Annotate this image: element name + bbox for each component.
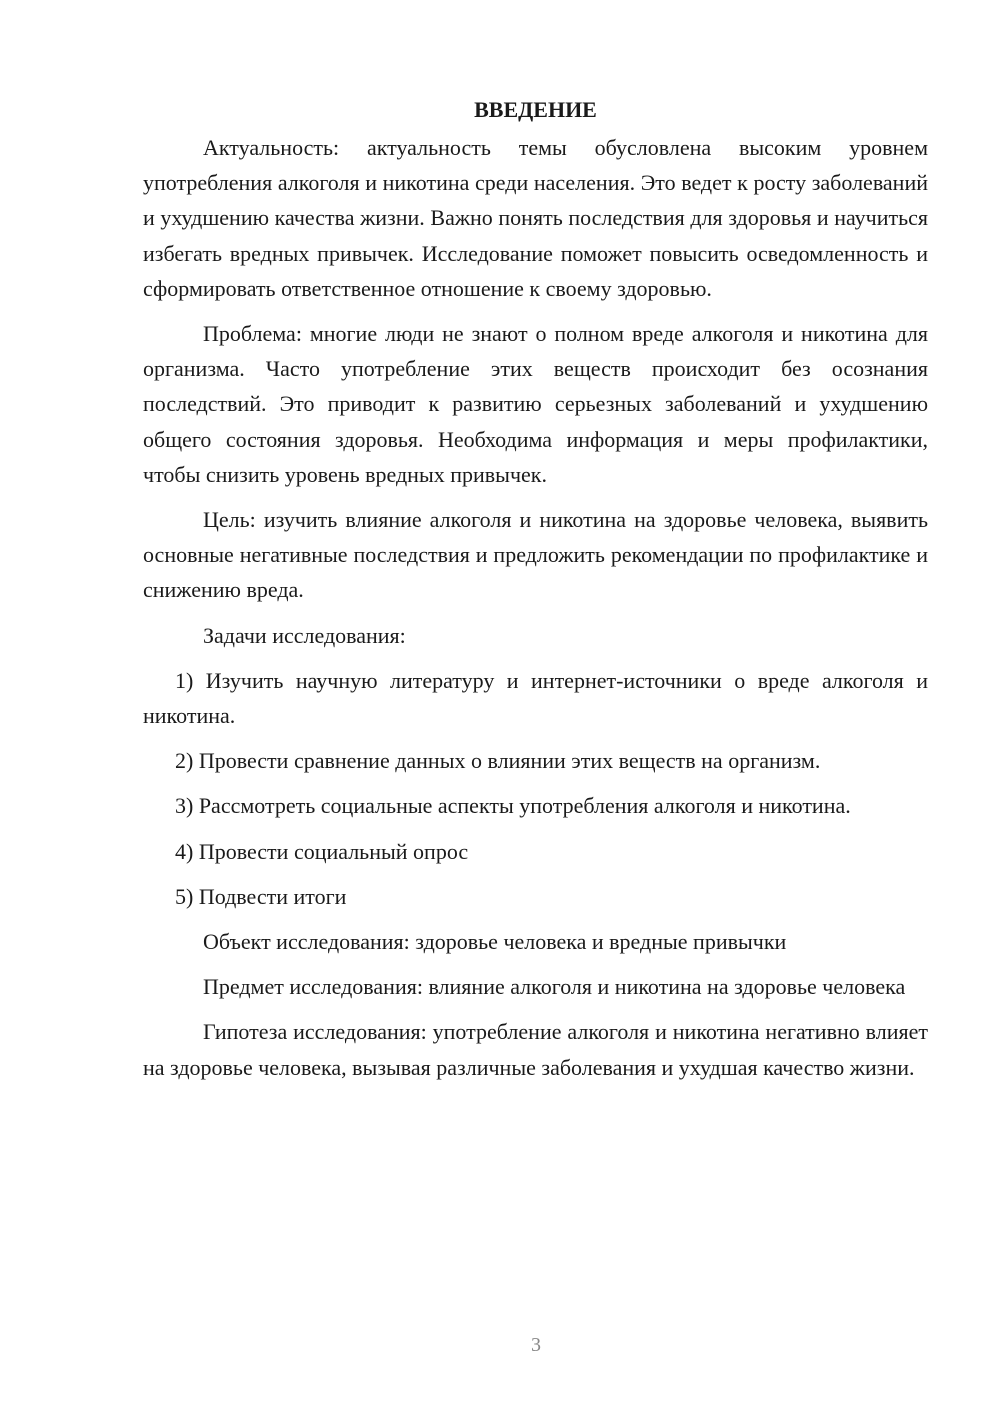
relevance-paragraph: Актуальность: актуальность темы обусловлена высоким уровнем употребления алкоголя и никотина среди населения. Это ведет к росту заболеваний и ухудшению качества жизни. Важно понять последствия для здоровья и научиться избегать вредных привычек. Исследование поможет повысить осведомленность и сформировать ответственное отношение к своему здоровью.	[143, 135, 928, 301]
document-page	[143, 92, 928, 1095]
hypothesis-paragraph: Гипотеза исследования: употребление алкоголя и никотина негативно влияет на здоровье человека, вызывая различные заболевания и ухудшая качество жизни.	[143, 1019, 928, 1080]
task-item: 2) Провести сравнение данных о влиянии этих веществ на организм.	[175, 748, 821, 774]
task-item: 1) Изучить научную литературу и интернет-источники о вреде алкоголя и никотина.	[143, 667, 928, 729]
object-paragraph: Объект исследования: здоровье человека и вредные привычки	[203, 929, 787, 955]
task-item: 5) Подвести итоги	[175, 883, 347, 909]
task-item: 3) Рассмотреть социальные аспекты употребления алкоголя и никотина.	[175, 793, 851, 819]
section-heading: ВВЕДЕНИЕ	[474, 97, 597, 122]
task-item: 4) Провести социальный опрос	[175, 838, 469, 864]
page-number: 3	[531, 1334, 541, 1356]
goal-paragraph: Цель: изучить влияние алкоголя и никотина на здоровье человека, выявить основные негативные последствия и предложить рекомендации по профилактике и снижению вреда.	[143, 507, 928, 603]
tasks-title: Задачи исследования:	[203, 622, 406, 648]
problem-paragraph: Проблема: многие люди не знают о полном вреде алкоголя и никотина для организма. Часто употребление этих веществ происходит без осознания последствий. Это приводит к развитию серьезных заболеваний и ухудшению общего состояния здоровья. Необходима информация и меры профилактики, чтобы снизить уровень вредных привычек.	[143, 321, 928, 487]
subject-paragraph: Предмет исследования: влияние алкоголя и никотина на здоровье человека	[203, 974, 906, 1000]
